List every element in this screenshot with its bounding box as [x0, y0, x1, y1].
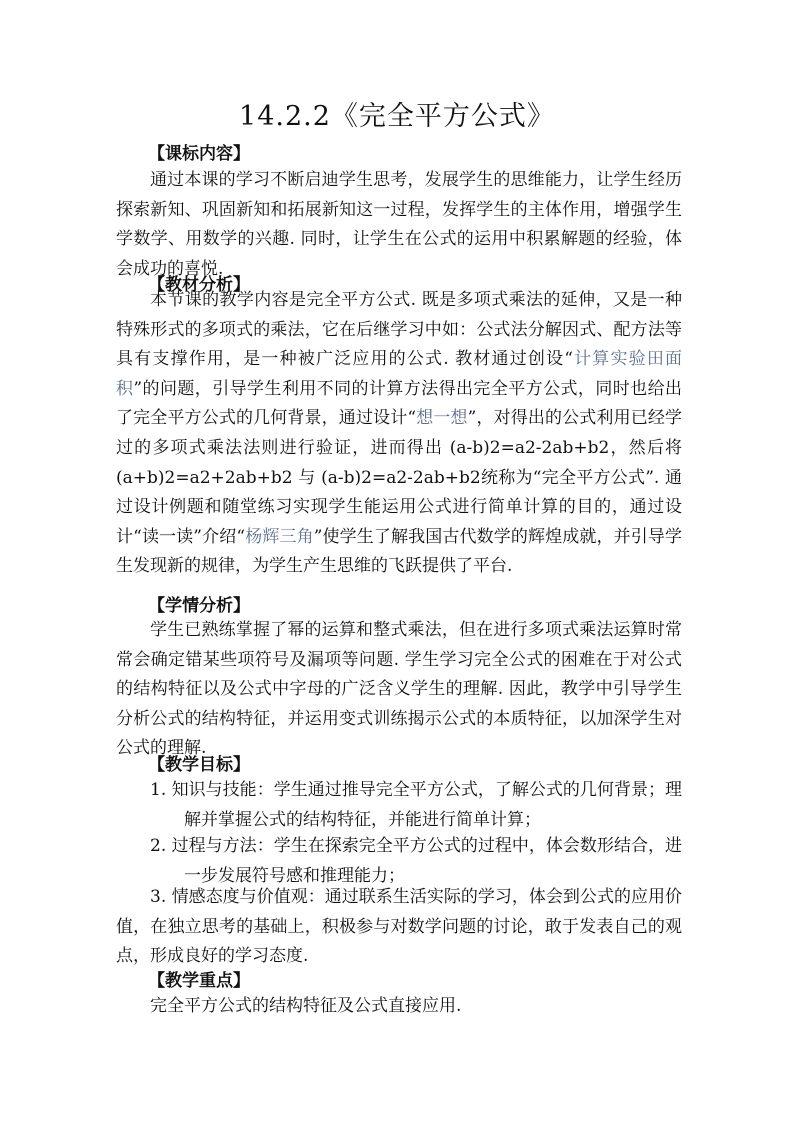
key-points-text: 完全平方公式的结构特征及公式直接应用. [150, 996, 462, 1016]
textbook-text-4: ”使学生了解我国古代数学的辉煌成就，并引导学生发现新的规律，为学生产生思维的飞跃提供了平台. [116, 526, 682, 577]
highlight-think: 想一想 [416, 408, 468, 429]
section-students [116, 616, 682, 764]
highlight-field-area: 计算实验田面积 [116, 349, 683, 399]
section-textbook [116, 286, 682, 582]
heading-textbook: 【教材分析】 [148, 275, 250, 295]
textbook-text-2: ”的问题，引导学生利用不同的计算方法得出完全平方公式，同时也给出了完全平方公式的几何背景，通过设计“ [116, 378, 682, 429]
objective-3: 3. 情感态度与价值观：通过联系生活实际的学习，体会到公式的应用价值，在独立思考的基础上，积极参与对数学问题的讨论，敢于发表自己的观点，形成良好的学习态度. [116, 887, 682, 967]
heading-students: 【学情分析】 [148, 596, 250, 616]
heading-objectives: 【教学目标】 [148, 755, 250, 775]
curriculum-text: 通过本课的学习不断启迪学生思考，发展学生的思维能力，让学生经历探索新知、巩固新知和拓展新知这一过程，发挥学生的主体作用，增强学生学数学、用数学的兴趣. 同时，让学生在公式的运用中积累解题的经验，体会成功的喜悦. [116, 170, 682, 279]
document-title: 14.2.2《完全平方公式》 [239, 101, 555, 132]
objective-1: 1. 知识与技能：学生通过推导完全平方公式，了解公式的几何背景；理解并掌握公式的结构特征，并能进行简单计算； [150, 780, 682, 830]
heading-key-points: 【教学重点】 [148, 971, 250, 991]
textbook-text [116, 286, 682, 582]
objective-2: 2. 过程与方法：学生在探索完全平方公式的过程中，体会数形结合，进一步发展符号感和推理能力； [150, 836, 682, 886]
textbook-text-1: 本节课的教学内容是完全平方公式. 既是多项式乘法的延伸，又是一种特殊形式的多项式的乘法，它在后继学习中如：公式法分解因式、配方法等具有支撑作用，是一种被广泛应用的公式. 教材通过创设“ [116, 290, 682, 370]
section-curriculum [116, 166, 682, 284]
textbook-text-3: ”，对得出的公式利用已经学过的多项式乘法法则进行验证，进而得出 (a-b)2=a2-2ab+b2，然后将 (a+b)2=a2+2ab+b2 与 (a-b)2=a2-2ab+b2统称为“完全平方公式”. 通过设计例题和随堂练习实现学生能运用公式进行简单计算的目的，通过设计“读一读”介绍“ [116, 408, 682, 547]
highlight-yanghui-triangle: 杨辉三角 [245, 526, 314, 547]
heading-curriculum: 【课标内容】 [148, 144, 250, 164]
students-text: 学生已熟练掌握了幂的运算和整式乘法，但在进行多项式乘法运算时常常会确定错某些项符号及漏项等问题. 学生学习完全公式的困难在于对公式的结构特征以及公式中字母的广泛含义学生的理解. 因此，教学中引导学生分析公式的结构特征，并运用变式训练揭示公式的本质特征，以加深学生对公式的理解. [116, 620, 682, 759]
